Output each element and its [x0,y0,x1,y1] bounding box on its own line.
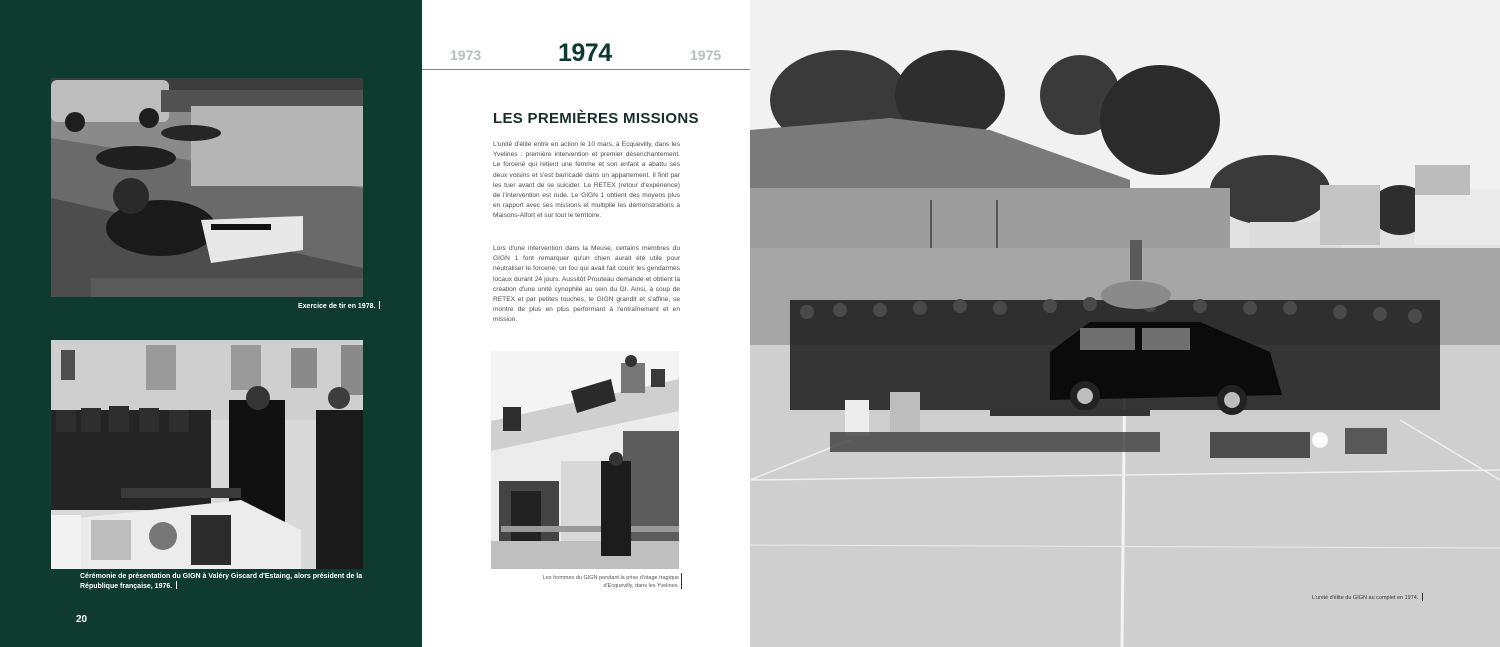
hostage-intervention-photo [491,351,679,569]
section-title: LES PREMIÈRES MISSIONS [493,110,699,127]
caption-divider [681,573,682,589]
previous-year: 1973 [450,47,482,63]
current-year: 1974 [558,39,612,67]
page-number: 20 [76,614,88,625]
left-page [0,0,422,647]
ceremony-photo-caption: Cérémonie de présentation du GIGN à Valéry Giscard d'Estaing, alors président de la République française, 1976. [80,573,363,590]
shooting-photo-caption: Exercice de tir en 1978. [298,301,380,311]
right-page [750,0,1500,647]
article-paragraph-2: Lors d'une intervention dans la Meuse, certains membres du GIGN 1 font remarquer qu'un chien aurait été utile pour neutraliser le forcené, un fou qui avait fait courir les gendarmes locaux durant 24 jours. Aussitôt Prouteau demande et obtient la création d'une unité cynophile au sein du GI. Ainsi, à coup de RETEX et par petites touches, le GIGN grandit et s'affine, se montre de plus en plus performant à l'entraînement et en mission. [493,245,680,324]
shooting-exercise-photo [51,78,363,297]
next-year: 1975 [690,47,722,63]
year-timeline [422,30,750,70]
group-photo-caption: L'unité d'élite du GIGN au complet en 1974. [1312,593,1423,601]
article-paragraph-1: L'unité d'élite entre en action le 10 mars, à Ecquevilly, dans les Yvelines : première intervention et premier désenchantement. Le forcené qui retient une femme et son enfant a abattu ses deux voisins et s'est barricadé dans un appartement. Il finit par les tuer avant de se suicider. Le RETEX (retour d'expérience) de l'intervention est rude. Le GIGN 1 obtient des moyens plus en rapport avec ses missions et multiplie les démonstrations à Maisons-Alfort et sur tout le territoire. [493,141,680,220]
ceremony-photo [51,340,363,569]
unit-group-photo [750,0,1500,647]
hostage-photo-caption: Les hommes du GIGN pendant la prise d'otage tragique d'Ecquevilly, dans les Yvelines. [542,575,679,589]
middle-page [422,0,750,647]
